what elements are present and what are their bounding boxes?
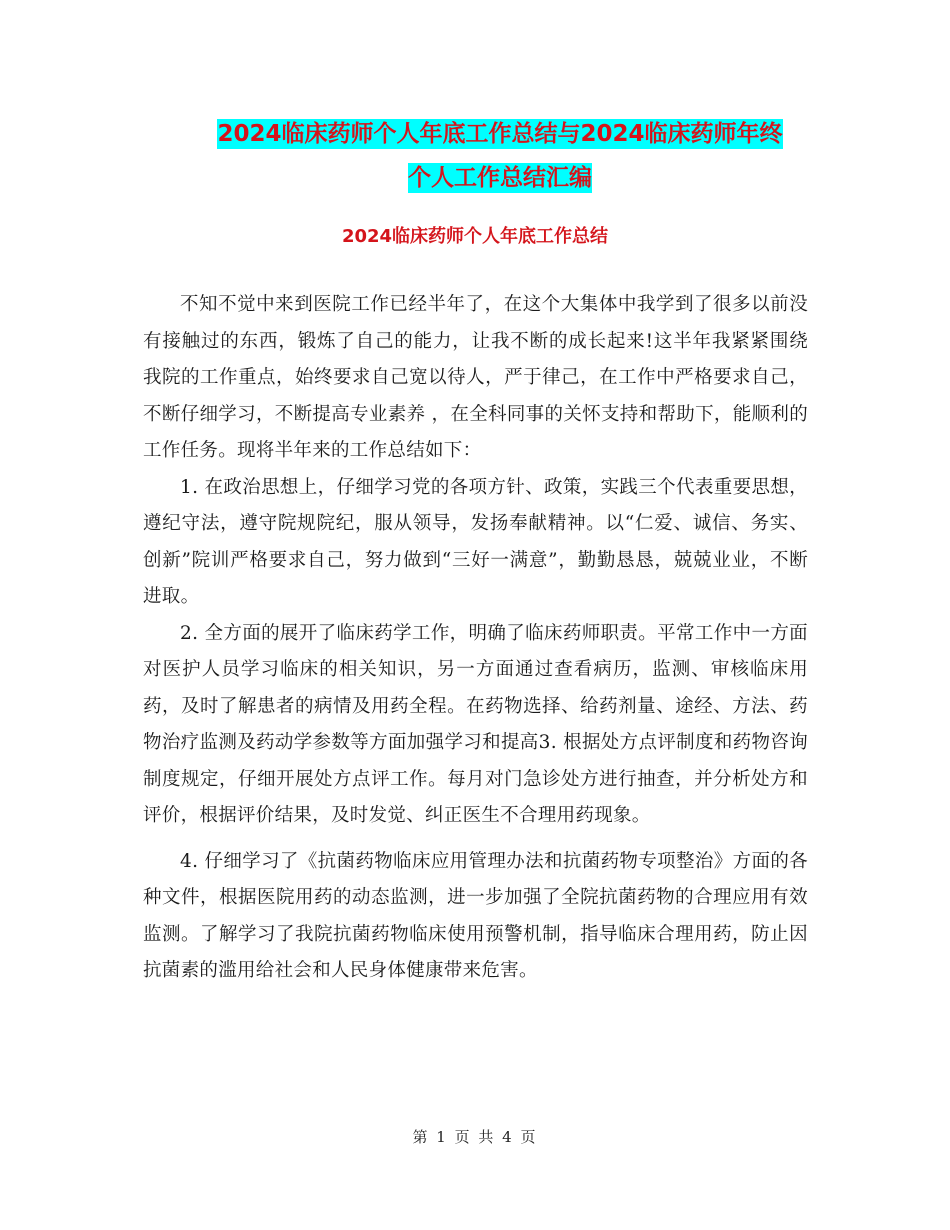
document-body bbox=[143, 287, 808, 990]
page-footer: 第 1 页 共 4 页 bbox=[412, 1128, 538, 1146]
document-title bbox=[120, 112, 880, 200]
section-title: 2024临床药师个人年底工作总结 bbox=[341, 226, 609, 247]
paragraph-item-4: 4. 仔细学习了《抗菌药物临床应用管理办法和抗菌药物专项整治》方面的各种文件，根据医院用药的动态监测，进一步加强了全院抗菌药物的合理应用有效监测。了解学习了我院抗菌药物临床使用预警机制，指导临床合理用药，防止因抗菌素的滥用给社会和人民身体健康带来危害。 bbox=[143, 850, 808, 981]
document-title-line2: 个人工作总结汇编 bbox=[408, 165, 592, 191]
document-title-line1: 2024临床药师个人年底工作总结与2024临床药师年终 bbox=[217, 121, 783, 147]
paragraph-intro: 不知不觉中来到医院工作已经半年了，在这个大集体中我学到了很多以前没有接触过的东西，锻炼了自己的能力，让我不断的成长起来!这半年我紧紧围绕我院的工作重点，始终要求自己宽以待人，严于律己，在工作中严格要求自己，不断仔细学习，不断提高专业素养 ，在全科同事的关怀支持和帮助下，能顺利的工作任务。现将半年来的工作总结如下： bbox=[143, 294, 808, 461]
paragraph-item-1: 1. 在政治思想上，仔细学习党的各项方针、政策，实践三个代表重要思想，遵纪守法，遵守院规院纪，服从领导，发扬奉献精神。以“仁爱、诚信、务实、创新”院训严格要求自己，努力做到“三好一满意”，勤勤恳恳，兢兢业业，不断进取。 bbox=[143, 476, 808, 607]
paragraph-item-2-3: 2. 全方面的展开了临床药学工作，明确了临床药师职责。平常工作中一方面对医护人员学习临床的相关知识，另一方面通过查看病历，监测、审核临床用药，及时了解患者的病情及用药全程。在药物选择、给药剂量、途经、方法、药物治疗监测及药动学参数等方面加强学习和提高3. 根据处方点评制度和药物咨询制度规定，仔细开展处方点评工作。每月对门急诊处方进行抽查，并分析处方和评价，根据评价结果，及时发觉、纠正医生不合理用药现象。 bbox=[143, 622, 808, 826]
